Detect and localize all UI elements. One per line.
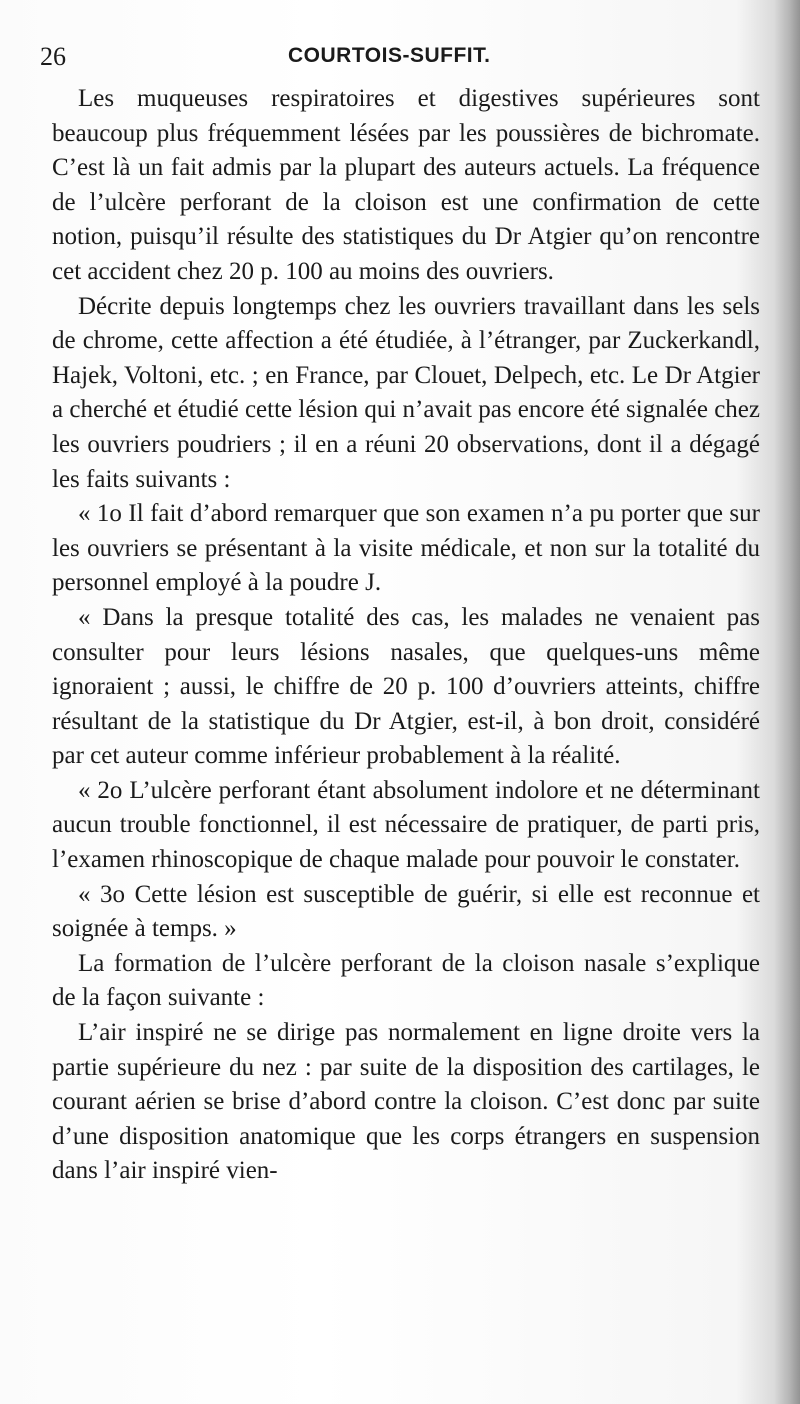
page-header <box>40 40 760 76</box>
paragraph: « 3o Cette lésion est susceptible de guérir, si elle est reconnue et soignée à temps. » <box>52 880 760 943</box>
paragraph: « 2o L’ulcère perforant étant absolument indolore et ne déterminant aucun trouble fonctionnel, il est nécessaire de pratiquer, de parti pris, l’examen rhinoscopique de chaque malade pour pouvoir le constater. <box>52 776 760 874</box>
paragraph: Décrite depuis longtemps chez les ouvriers travaillant dans les sels de chrome, cette affection a été étudiée, à l’étranger, par Zuckerkandl, Hajek, Voltoni, etc. ; en France, par Clouet, Delpech, etc. Le Dr Atgier a cherché et étudié cette lésion qui n’avait pas encore été signalée chez les ouvriers poudriers ; il en a réuni 20 observations, dont il a dégagé les faits suivants : <box>52 292 760 493</box>
body-text <box>52 82 760 1189</box>
paragraph: La formation de l’ulcère perforant de la cloison nasale s’explique de la façon suivante : <box>52 949 760 1012</box>
running-title: COURTOIS-SUFFIT. <box>288 44 491 67</box>
page-number: 26 <box>40 42 66 71</box>
paragraph: « 1o Il fait d’abord remarquer que son examen n’a pu porter que sur les ouvriers se présentant à la visite médicale, et non sur la totalité du personnel employé à la poudre J. <box>52 500 760 597</box>
paragraph: Les muqueuses respiratoires et digestives supérieures sont beaucoup plus fréquemment lésées par les poussières de bichromate. C’est là un fait admis par la plupart des auteurs actuels. La fréquence de l’ulcère perforant de la cloison est une confirmation de cette notion, puisqu’il résulte des statistiques du Dr Atgier qu’on rencontre cet accident chez 20 p. 100 au moins des ouvriers. <box>52 85 760 285</box>
paragraph: L’air inspiré ne se dirige pas normalement en ligne droite vers la partie supérieure du nez : par suite de la disposition des cartilages, le courant aérien se brise d’abord contre la cloison. C’est donc par suite d’une disposition anatomique que les corps étrangers en suspension dans l’air inspiré vien- <box>52 1019 760 1185</box>
paragraph: « Dans la presque totalité des cas, les malades ne venaient pas consulter pour leurs lésions nasales, que quelques-uns même ignoraient ; aussi, le chiffre de 20 p. 100 d’ouvriers atteints, chiffre résultant de la statistique du Dr Atgier, est-il, à bon droit, considéré par cet auteur comme inférieur probablement à la réalité. <box>52 603 760 770</box>
page-spine-shadow <box>774 0 800 1404</box>
